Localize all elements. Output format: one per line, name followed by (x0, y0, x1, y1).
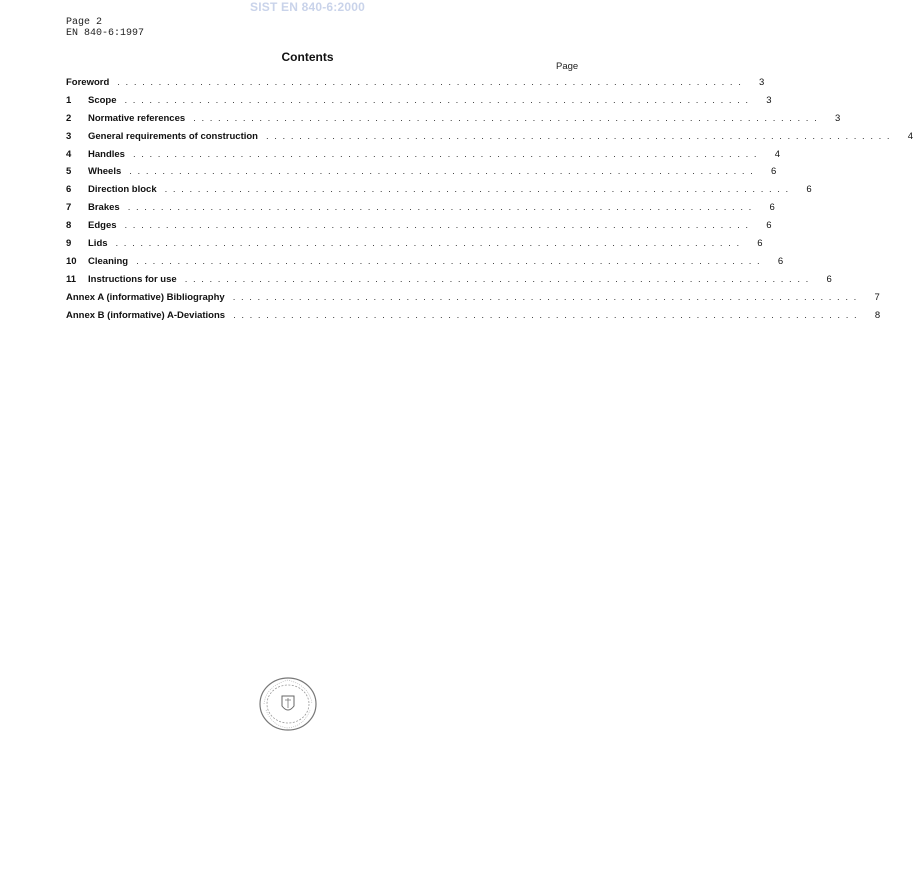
toc-number: 2 (66, 112, 72, 124)
official-seal-icon (258, 676, 318, 732)
toc-number: 6 (66, 184, 72, 196)
toc-entry[interactable] (66, 94, 772, 113)
toc-entry[interactable] (66, 77, 765, 95)
toc-page: 8 (874, 309, 881, 321)
toc-leader: . . . . . . . . . . . . . . . . . . . . . . . . . . . . . . . . . . . . . . . . . . . . . . . . . . . . . . . . . . . . . . . . . . . . . . . . . . . . (193, 112, 819, 124)
toc-leader: . . . . . . . . . . . . . . . . . . . . . . . . . . . . . . . . . . . . . . . . . . . . . . . . . . . . . . . . . . . . . . . . . . . . . . . . . . . . (117, 77, 743, 88)
toc-label: Normative references (88, 112, 186, 124)
toc-page: 6 (771, 166, 777, 178)
toc-label: Instructions for use (88, 273, 177, 285)
toc-entry[interactable] (66, 220, 772, 238)
toc-entry[interactable] (66, 202, 775, 220)
toc-page: 4 (774, 148, 781, 160)
page-title: Contents (281, 50, 334, 64)
toc-label: Lids (88, 238, 108, 250)
toc-page: 6 (806, 184, 812, 196)
toc-number: 3 (66, 130, 72, 142)
toc-entry[interactable] (66, 273, 832, 292)
toc-leader: . . . . . . . . . . . . . . . . . . . . . . . . . . . . . . . . . . . . . . . . . . . . . . . . . . . . . . . . . . . . . . . . . . . . . . . . . . . . (129, 166, 755, 178)
toc-leader: . . . . . . . . . . . . . . . . . . . . . . . . . . . . . . . . . . . . . . . . . . . . . . . . . . . . . . . . . . . . . . . . . . . . . . . . . . . . (164, 184, 790, 196)
page-column-label: Page (556, 61, 579, 72)
toc-entry[interactable] (66, 291, 880, 310)
toc-leader: . . . . . . . . . . . . . . . . . . . . . . . . . . . . . . . . . . . . . . . . . . . . . . . . . . . . . . . . . . . . . . . . . . . . . . . . . . . . (232, 291, 858, 303)
toc-number: 11 (66, 273, 77, 285)
toc-label: Edges (88, 220, 117, 232)
toc-page: 6 (769, 202, 775, 214)
toc-label: Cleaning (88, 255, 129, 267)
toc-label: Brakes (88, 202, 120, 214)
table-of-contents (66, 77, 913, 327)
toc-label: Foreword (66, 77, 110, 88)
toc-entry[interactable] (66, 130, 913, 149)
toc-page: 3 (834, 112, 841, 124)
toc-leader: . . . . . . . . . . . . . . . . . . . . . . . . . . . . . . . . . . . . . . . . . . . . . . . . . . . . . . . . . . . . . . . . . . . . . . . . . . . . (115, 238, 741, 250)
toc-entry[interactable] (66, 166, 777, 184)
toc-leader: . . . . . . . . . . . . . . . . . . . . . . . . . . . . . . . . . . . . . . . . . . . . . . . . . . . . . . . . . . . . . . . . . . . . . . . . . . . . (136, 255, 762, 267)
toc-label: General requirements of construction (88, 130, 258, 142)
toc-page: 6 (766, 220, 772, 232)
toc-page: 6 (777, 255, 784, 267)
toc-label: Annex B (informative) A-Deviations (66, 309, 226, 321)
standard-reference: EN 840-6:1997 (66, 28, 145, 39)
toc-leader: . . . . . . . . . . . . . . . . . . . . . . . . . . . . . . . . . . . . . . . . . . . . . . . . . . . . . . . . . . . . . . . . . . . . . . . . . . . . (124, 220, 750, 232)
toc-entry[interactable] (66, 238, 763, 256)
toc-label: Wheels (88, 166, 122, 178)
toc-entry[interactable] (66, 184, 812, 202)
toc-number: 8 (66, 220, 72, 232)
toc-page: 3 (766, 94, 772, 106)
toc-number: 5 (66, 166, 72, 178)
toc-leader: . . . . . . . . . . . . . . . . . . . . . . . . . . . . . . . . . . . . . . . . . . . . . . . . . . . . . . . . . . . . . . . . . . . . . . . . . . . . (233, 309, 859, 321)
toc-entry[interactable] (66, 255, 784, 274)
toc-leader: . . . . . . . . . . . . . . . . . . . . . . . . . . . . . . . . . . . . . . . . . . . . . . . . . . . . . . . . . . . . . . . . . . . . . . . . . . . . (184, 273, 810, 285)
toc-number: 7 (66, 202, 72, 214)
toc-number: 9 (66, 238, 72, 250)
toc-page: 7 (874, 291, 880, 303)
toc-label: Direction block (88, 184, 157, 196)
toc-leader: . . . . . . . . . . . . . . . . . . . . . . . . . . . . . . . . . . . . . . . . . . . . . . . . . . . . . . . . . . . . . . . . . . . . . . . . . . . . (132, 148, 759, 160)
running-header (66, 17, 144, 39)
toc-page: 6 (757, 238, 763, 250)
toc-page: 3 (759, 77, 765, 88)
toc-entry[interactable] (66, 148, 781, 167)
toc-page: 6 (826, 273, 832, 285)
toc-label: Handles (88, 148, 125, 160)
toc-number: 10 (66, 255, 77, 267)
toc-page: 4 (907, 130, 913, 142)
page-number: Page 2 (66, 17, 103, 28)
watermark: SIST EN 840-6:2000 (250, 0, 365, 14)
toc-number: 4 (66, 148, 72, 160)
toc-leader: . . . . . . . . . . . . . . . . . . . . . . . . . . . . . . . . . . . . . . . . . . . . . . . . . . . . . . . . . . . . . . . . . . . . . . . . . . . . (127, 202, 753, 214)
toc-leader: . . . . . . . . . . . . . . . . . . . . . . . . . . . . . . . . . . . . . . . . . . . . . . . . . . . . . . . . . . . . . . . . . . . . . . . . . . . . (124, 94, 750, 106)
toc-label: Annex A (informative) Bibliography (66, 291, 225, 303)
toc-entry[interactable] (66, 309, 881, 328)
toc-label: Scope (88, 94, 117, 106)
toc-number: 1 (66, 94, 72, 106)
toc-entry[interactable] (66, 112, 841, 131)
toc-leader: . . . . . . . . . . . . . . . . . . . . . . . . . . . . . . . . . . . . . . . . . . . . . . . . . . . . . . . . . . . . . . . . . . . . . . . . . . . . (265, 130, 892, 142)
